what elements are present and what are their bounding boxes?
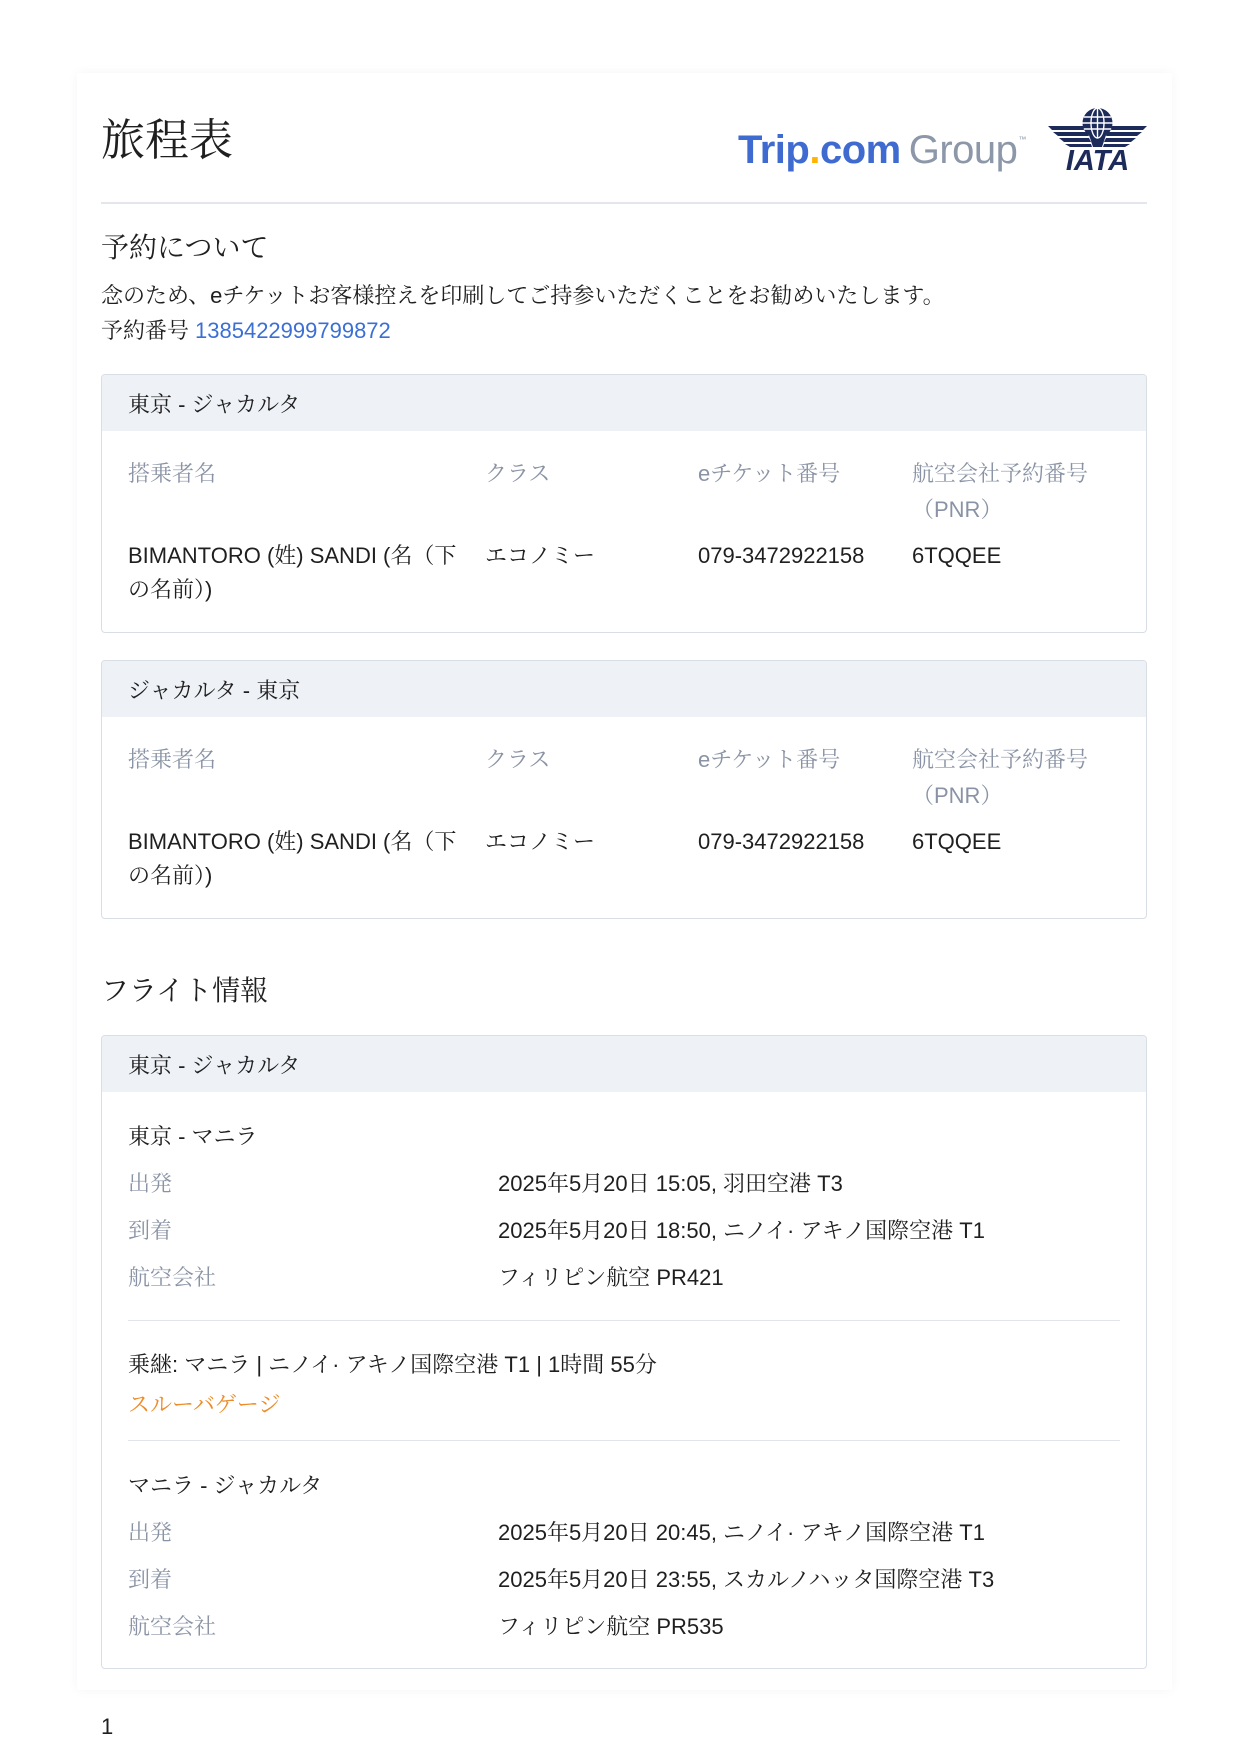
booking-section-title: 予約について [101, 232, 269, 263]
departure-value: 2025年5月20日 20:45, ニノイ· アキノ国際空港 T1 [498, 1520, 985, 1545]
booking-number-link[interactable]: 1385422999799872 [195, 318, 391, 343]
pnr-code: 6TQQEE [912, 543, 1002, 568]
cabin-class: エコノミー [485, 543, 596, 568]
arrival-row [128, 1555, 1120, 1602]
ticket-table [128, 742, 1120, 893]
booking-number-label: 予約番号 [101, 318, 190, 343]
flight-card [101, 1035, 1147, 1669]
pnr-header: 航空会社予約番号（PNR） [912, 747, 1089, 808]
arrival-row [128, 1206, 1120, 1253]
eticket-number-header: eチケット番号 [698, 461, 841, 486]
iata-globe-icon [1083, 108, 1113, 138]
passenger-name: BIMANTORO (姓) SANDI (名（下の名前）) [128, 829, 457, 888]
flight-details [102, 1092, 1146, 1668]
iata-logo [1048, 107, 1147, 171]
eticket-number-header: eチケット番号 [698, 747, 841, 772]
flight-segment [128, 1092, 1120, 1320]
ticket-table [128, 456, 1120, 607]
pnr-header: 航空会社予約番号（PNR） [912, 461, 1089, 522]
journey-route-header [102, 1036, 1146, 1092]
arrival-value: 2025年5月20日 18:50, ニノイ· アキノ国際空港 T1 [498, 1218, 985, 1243]
ticket-details [102, 431, 1146, 632]
ticket-route: 東京 - ジャカルタ [128, 391, 301, 417]
page-number: 1 [101, 1714, 114, 1739]
airline-row [128, 1253, 1120, 1300]
passenger-name-header: 搭乗者名 [128, 461, 217, 486]
tripcom-logo-trip: Trip [738, 128, 810, 172]
iata-wordmark: IATA [1065, 145, 1130, 171]
passenger-name: BIMANTORO (姓) SANDI (名（下の名前）) [128, 543, 457, 602]
ticket-card [101, 660, 1147, 919]
segment-route: マニラ - ジャカルタ [128, 1473, 323, 1498]
flight-segment [128, 1441, 1120, 1668]
ticket-details [102, 717, 1146, 918]
arrival-label: 到着 [128, 1567, 173, 1592]
transfer-info [128, 1320, 1120, 1441]
main-content [101, 374, 1147, 1669]
ticket-route-header [102, 661, 1146, 717]
departure-row [128, 1159, 1120, 1206]
print-notice: 念のため、eチケットお客様控えを印刷してご持参いただくことをお勧めいたします。 [101, 283, 945, 308]
header-divider [101, 202, 1147, 204]
departure-label: 出発 [128, 1520, 173, 1545]
airline-label: 航空会社 [128, 1614, 217, 1639]
departure-value: 2025年5月20日 15:05, 羽田空港 T3 [498, 1171, 843, 1196]
departure-row [128, 1508, 1120, 1555]
cabin-class: エコノミー [485, 829, 596, 854]
flight-info-section-title: フライト情報 [101, 975, 269, 1006]
trademark-mark: ™ [1018, 135, 1027, 144]
airline-row [128, 1602, 1120, 1649]
passenger-name-header: 搭乗者名 [128, 747, 217, 772]
through-baggage-note: スルーバゲージ [128, 1392, 281, 1417]
eticket-number: 079-3472922158 [698, 543, 865, 568]
arrival-label: 到着 [128, 1218, 173, 1243]
segment-route: 東京 - マニラ [128, 1124, 258, 1149]
transfer-text: 乗継: マニラ | ニノイ· アキノ国際空港 T1 | 1時間 55分 [128, 1352, 657, 1377]
airline-label: 航空会社 [128, 1265, 217, 1290]
arrival-value: 2025年5月20日 23:55, スカルノハッタ国際空港 T3 [498, 1567, 995, 1592]
tripcom-logo-dot: . [809, 128, 820, 172]
airline-value: フィリピン航空 PR421 [498, 1265, 724, 1290]
ticket-card [101, 374, 1147, 633]
class-header: クラス [485, 461, 551, 486]
journey-route: 東京 - ジャカルタ [128, 1052, 301, 1078]
class-header: クラス [485, 747, 551, 772]
ticket-route-header [102, 375, 1146, 431]
booking-number-line [101, 315, 391, 347]
departure-label: 出発 [128, 1171, 173, 1196]
tripcom-logo-group: Group [908, 128, 1018, 172]
page-title: 旅程表 [101, 116, 233, 165]
ticket-route: ジャカルタ - 東京 [128, 677, 301, 703]
airline-value: フィリピン航空 PR535 [498, 1614, 724, 1639]
pnr-code: 6TQQEE [912, 829, 1002, 854]
tripcom-logo-com: com [819, 128, 901, 172]
tripcom-group-logo [738, 127, 1026, 173]
eticket-number: 079-3472922158 [698, 829, 865, 854]
